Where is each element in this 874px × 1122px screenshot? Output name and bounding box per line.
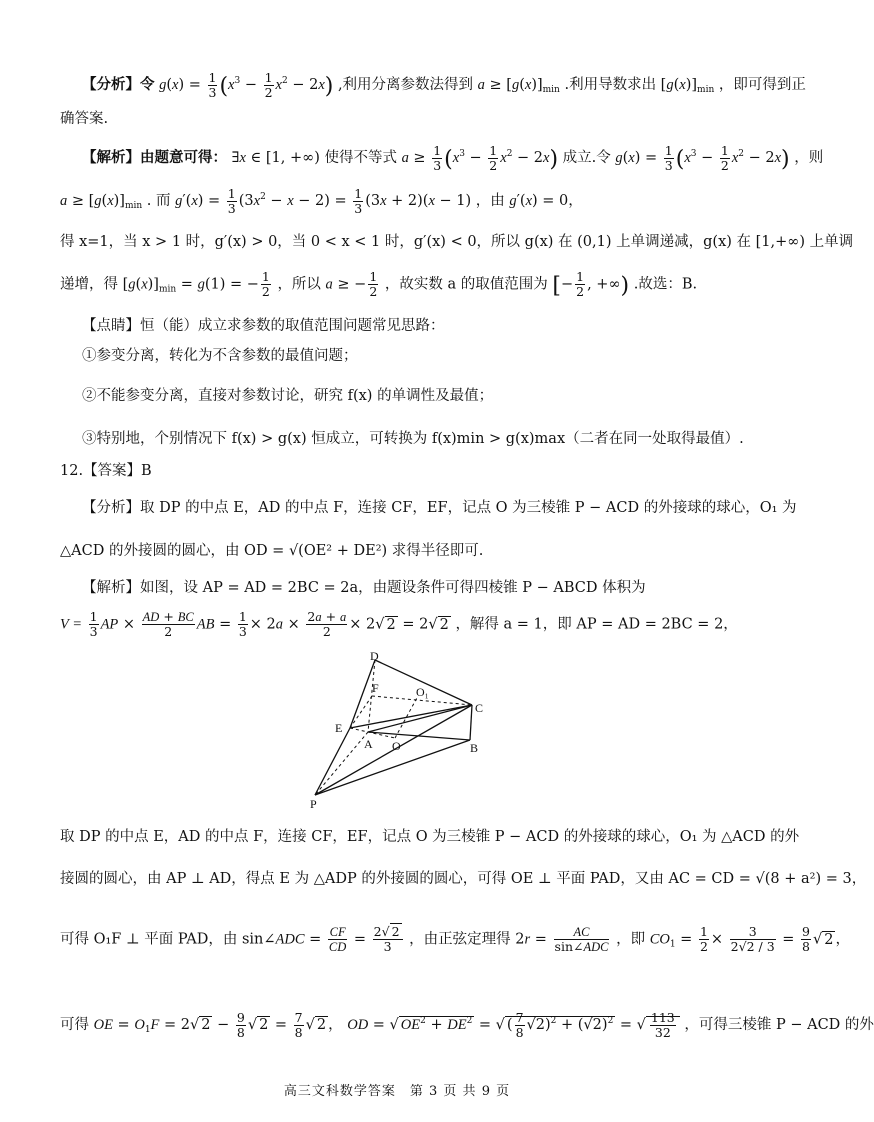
analysis-text-d: ，即可得到正: [718, 77, 806, 93]
detail-text-a: 可得 O₁F ⊥ 平面 PAD，由: [60, 931, 238, 948]
solution-text-e: . 而: [146, 193, 171, 209]
solution-text-i: ，故实数 a 的取值范围为: [384, 276, 548, 293]
solution-text-a: 【解析】由题意可得：: [82, 149, 227, 166]
solution-text-f: ，由: [475, 193, 505, 209]
edge-ec: [350, 705, 472, 728]
solution-text-g: 递增，得: [60, 276, 118, 293]
note-line-1: 【点睛】恒（能）成立求参数的取值范围问题常见思路：: [82, 318, 445, 334]
note-line-2: ①参变分离，转化为不含参数的最值问题；: [82, 348, 358, 364]
analysis-line-2: 确答案.: [60, 111, 109, 127]
solution-text-h: ，所以: [277, 276, 321, 293]
pyramid-figure: [300, 650, 500, 810]
label-o: O: [392, 739, 401, 753]
label-a: A: [364, 737, 373, 751]
solution12-line-2: V = $\frac{1}{3}$ AP × $\frac{AD + BC}{2}$ AB = $\frac{1}{3}$ × 2a × $\frac{2a + a}{2}$ × 2√ 2 = 2√ 2 ，解得 a = 1，即 AP = AD = 2BC = 2，: [60, 609, 738, 639]
detail-line-1: 取 DP 的中点 E，AD 的中点 F，连接 CF，EF，记点 O 为三棱锥 P − ACD 的外接球的球心，O₁ 为 △ACD 的外: [60, 829, 800, 845]
analysis-text-b: ,利用分离参数法得到: [337, 77, 474, 93]
analysis12-line-2: △ACD 的外接圆的圆心，由 OD = √(OE² + DE²) 求得半径即可.: [60, 543, 484, 559]
edge-ab: [368, 732, 470, 740]
detail-text-b: ，由正弦定理得: [409, 931, 511, 948]
detail-line-4: 可得 OE = $O_1F = 2√$ 2 − $\frac{9}{8}$ √ 2 = $\frac{7}{8}$ √ 2 ， OD = √ $OE^2 + DE^2$ = √ ( $\frac{7}{8}$ $√2)^2 + (√2)^2$ = √ $\frac{113}{32}$ ，可得三棱锥 P − ACD 的外: [60, 1009, 874, 1040]
solution12-line-1: 【解析】如图，设 AP = AD = 2BC = 2a，由题设条件可得四棱锥 P − ABCD 体积为: [82, 580, 646, 596]
solution-text-c: 成立.令: [562, 150, 611, 166]
solution-line-3: 得 x=1，当 x > 1 时，g′(x) > 0，当 0 < x < 1 时，g′(x) < 0，所以 g(x) 在 (0,1) 上单调递减，g(x) 在 [1,+∞) 上单调: [60, 234, 854, 250]
note-line-3: ②不能参变分离，直接对参数讨论，研究 f(x) 的单调性及最值；: [82, 388, 494, 404]
solution-line-1: 【解析】由题意可得： ∃x ∈ [1, +∞) 使得不等式 a ≥ $\frac{1}{3}$ ($x^3$ − $\frac{1}{2}$ $x^2 - 2x$) 成立.令 g(x) = $\frac{1}{3}$ ($x^3$ − $\frac{1}{2}$ $x^2 - 2x$) ，则: [82, 142, 824, 173]
label-c: C: [475, 701, 484, 715]
label-e: E: [335, 721, 343, 735]
analysis-text-c: .利用导数求出: [564, 77, 657, 93]
solution-text-j: .故选：B.: [633, 276, 698, 293]
analysis-text-a: 【分析】令: [82, 76, 155, 93]
solution12-text-b: ，解得 a = 1，即 AP = AD = 2BC = 2，: [455, 616, 738, 633]
solution-text-b: 使得不等式: [324, 150, 397, 166]
label-f: F: [372, 681, 379, 695]
label-b: B: [470, 741, 479, 755]
solution-line-4: 递增，得 $[g(x)]_{min} = g(1)$ = − $\frac{1}{2}$ ，所以 a ≥ − $\frac{1}{2}$ ，故实数 a 的取值范围为 [− $\frac{1}{2}$ , +∞) .故选：B.: [60, 269, 698, 299]
analysis12-line-1: 【分析】取 DP 的中点 E，AD 的中点 F，连接 CF，EF，记点 O 为三棱锥 P − ACD 的外接球的球心，O₁ 为: [82, 500, 797, 516]
analysis-line-1: 【分析】令 g(x) = $\frac{1}{3}$ ($x^3$ − $\frac{1}{2}$ $x^2 - 2x$) ,利用分离参数法得到 $a \ge [g(x)]_{min}$ .利用导数求出 $[g(x)]_{min}$ ，即可得到正: [82, 69, 806, 100]
label-p: P: [310, 797, 317, 811]
detail-text-e: ，可得三棱锥 P − ACD 的外: [684, 1017, 874, 1033]
label-o1: O₁: [416, 685, 429, 699]
edge-cb: [470, 705, 472, 740]
detail-text-d: 可得: [60, 1017, 89, 1033]
edge-ac: [368, 705, 472, 732]
answer-12: 12.【答案】B: [60, 463, 152, 479]
note-line-4: ③特别地，个别情况下 f(x) > g(x) 恒成立，可转换为 f(x)min > g(x)max（二者在同一处取得最值）.: [82, 431, 744, 447]
edge-fe: [350, 696, 372, 728]
page-footer: 高三文科数学答案 第 3 页 共 9 页: [283, 1084, 511, 1099]
detail-text-c: ，即: [616, 931, 646, 948]
detail-line-3: 可得 O₁F ⊥ 平面 PAD，由 sin∠ADC = $\frac{CF}{CD}$ = $\frac{2√ 2}{3}$ ，由正弦定理得 2r = $\frac{AC}{\text{sin∠ADC}}$ ，即 $CO_1$ = $\frac{1}{2}$ × $\frac{3}{2√2 / 3}$ = $\frac{9}{8}$ √ 2 ，: [60, 924, 850, 954]
solution-text-d: ，则: [794, 150, 824, 166]
solution-line-2: $a \ge [g(x)]_{min}$ . 而 g′(x) = $\frac{1}{3}$ $(3x^2 - x - 2)$ = $\frac{1}{3}$ (3x + 2)(x − 1) ，由 g′(x) = 0，: [60, 185, 583, 216]
detail-line-2: 接圆的圆心，由 AP ⊥ AD，得点 E 为 △ADP 的外接圆的圆心，可得 OE ⊥ 平面 PAD，又由 AC = CD = √(8 + a²) = 3，: [60, 871, 867, 887]
label-d: D: [370, 649, 379, 663]
volume-label: V =: [60, 616, 83, 633]
